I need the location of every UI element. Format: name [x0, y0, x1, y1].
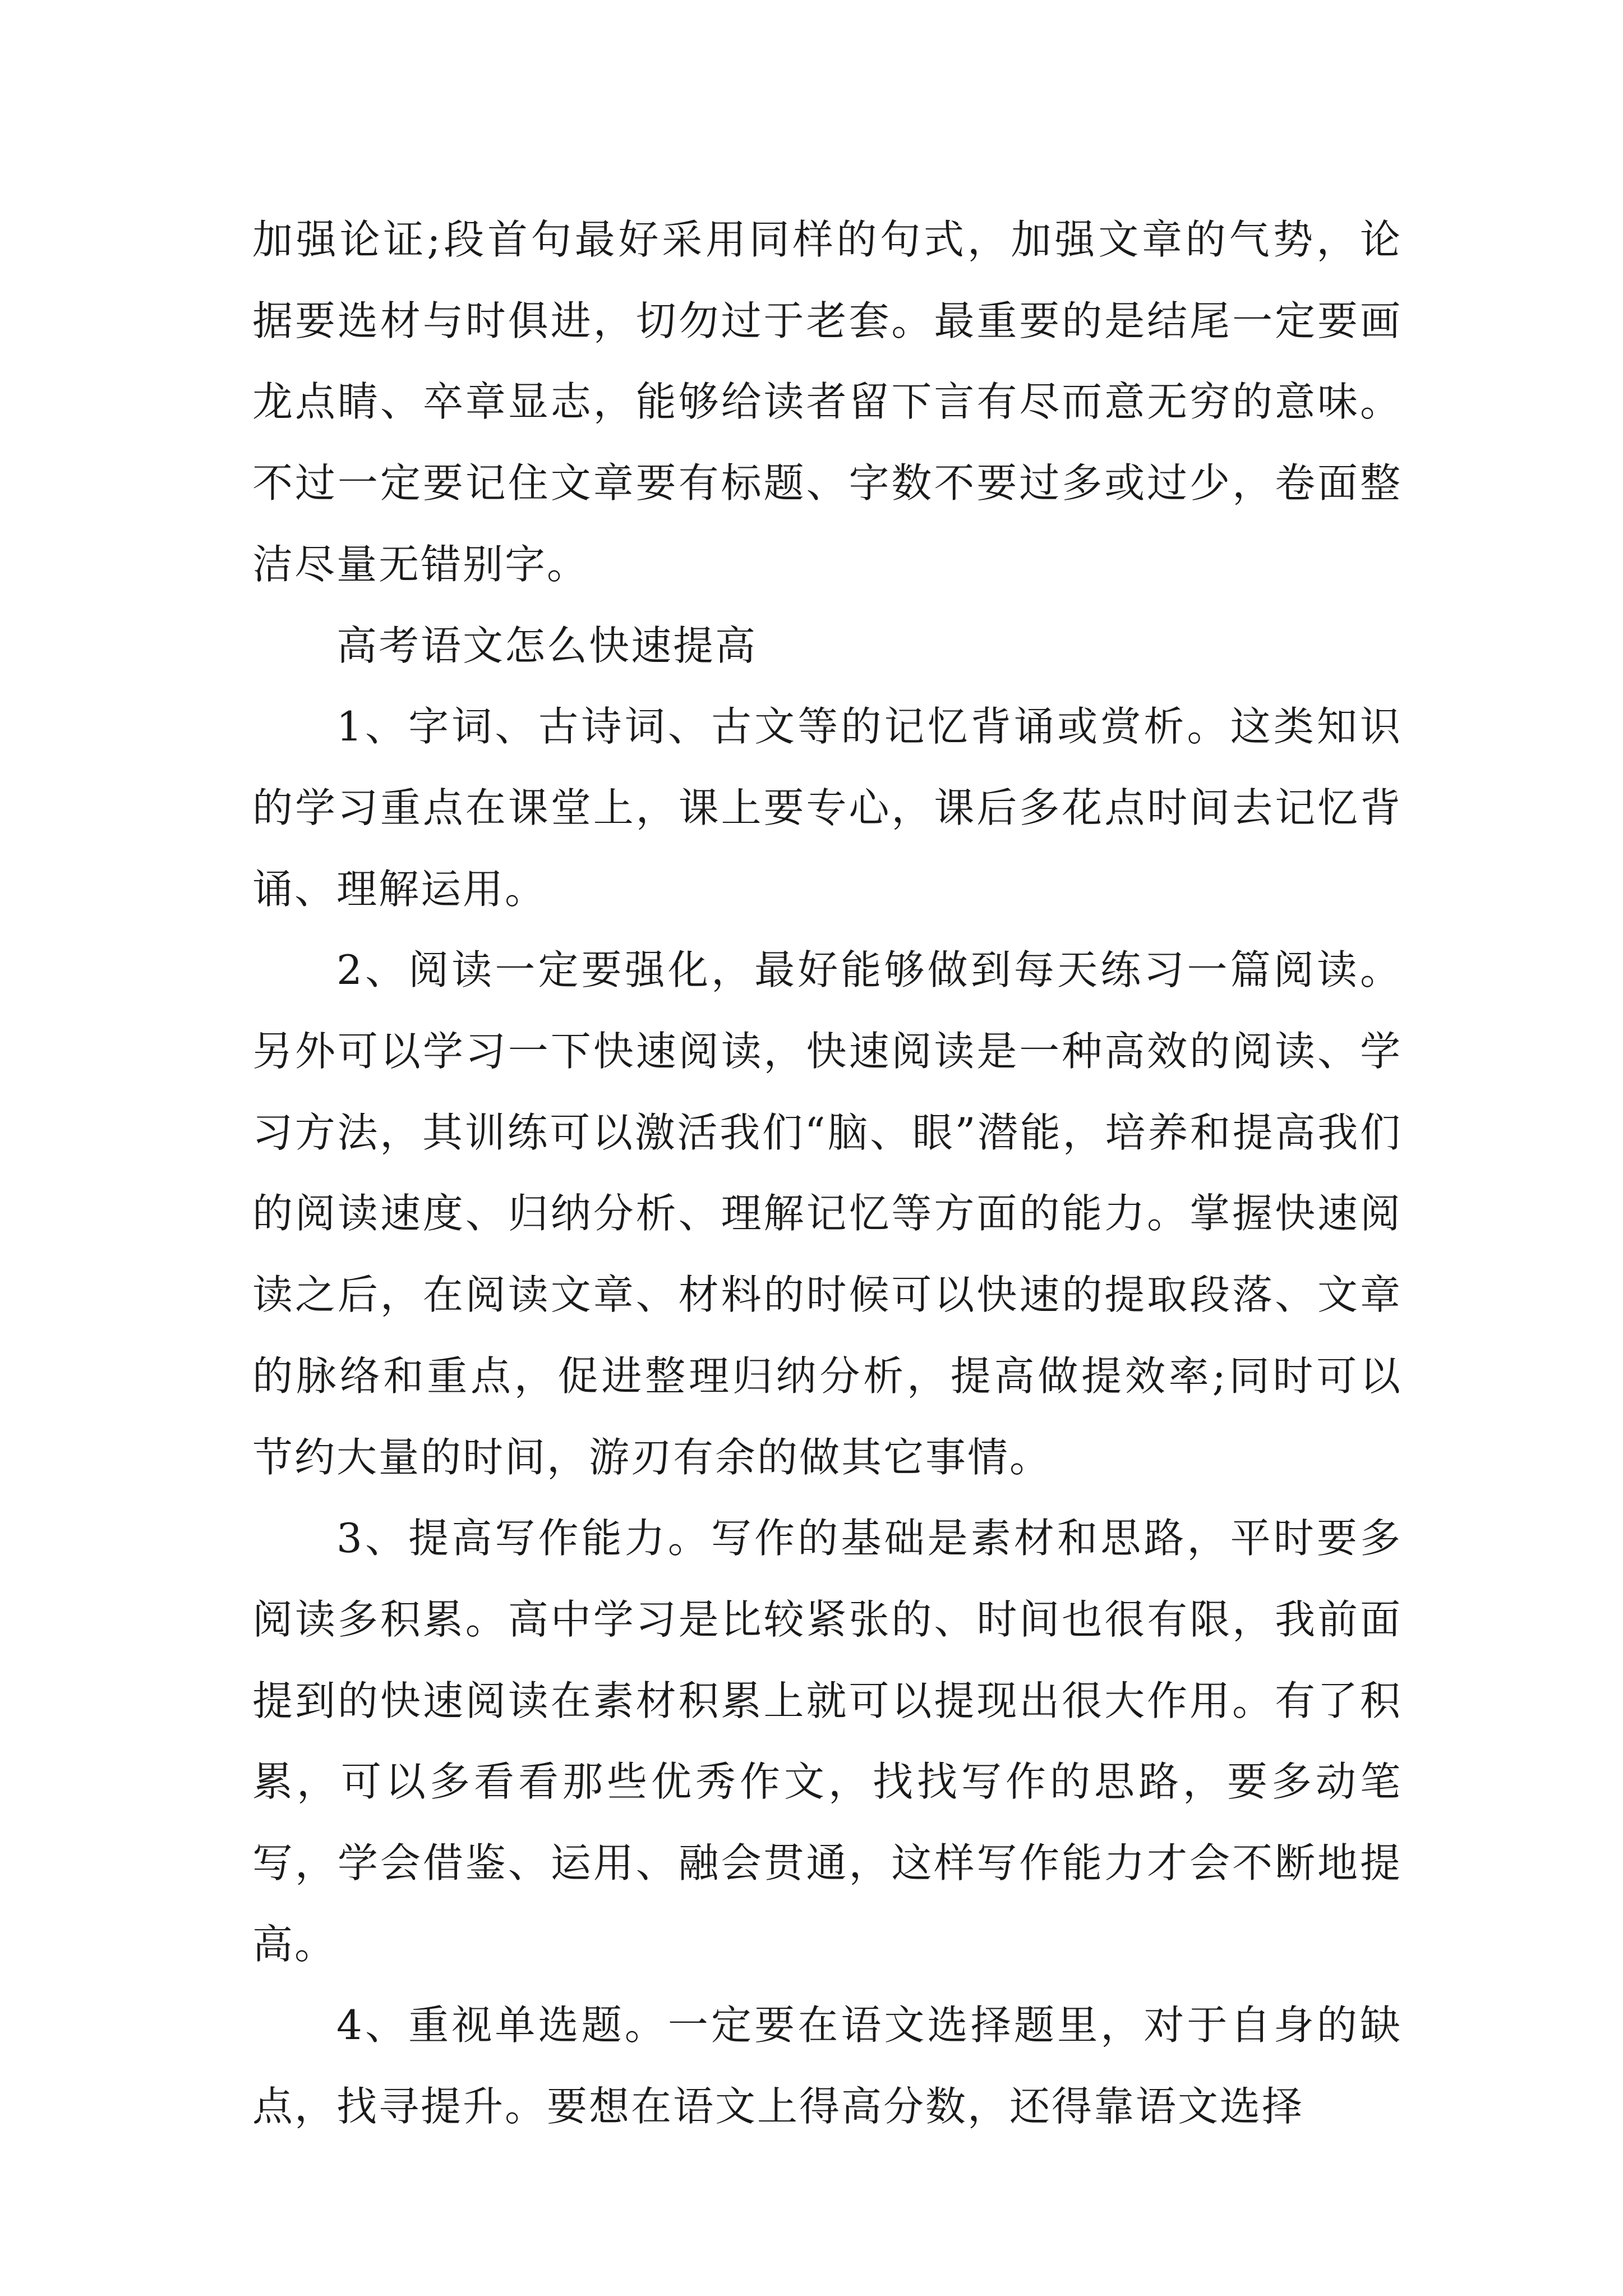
paragraph-item-3: 3、提高写作能力。写作的基础是素材和思路，平时要多阅读多积累。高中学习是比较紧张的、时间也很有限，我前面提到的快速阅读在素材积累上就可以提现出很大作用。有了积累，可以多看看那些优秀作文，找找写作的思路，要多动笔写，学会借鉴、运用、融会贯通，这样写作能力才会不断地提高。 — [252, 1515, 1402, 1968]
paragraph-item-4: 4、重视单选题。一定要在语文选择题里，对于自身的缺点，找寻提升。要想在语文上得高分数，还得靠语文选择 — [252, 2001, 1402, 2131]
paragraph-essay-tips: 加强论证;段首句最好采用同样的句式，加强文章的气势，论据要选材与时俱进，切勿过于老套。最重要的是结尾一定要画龙点睛、卒章显志，能够给读者留下言有尽而意无穷的意味。不过一定要记住文章要有标题、字数不要过多或过少，卷面整洁尽量无错别字。 — [252, 216, 1402, 588]
paragraph-item-2: 2、阅读一定要强化，最好能够做到每天练习一篇阅读。另外可以学习一下快速阅读，快速阅读是一种高效的阅读、学习方法，其训练可以激活我们“脑、眼”潜能，培养和提高我们的阅读速度、归纳分析、理解记忆等方面的能力。掌握快速阅读之后，在阅读文章、材料的时候可以快速的提取段落、文章的脉络和重点，促进整理归纳分析，提高做提效率;同时可以节约大量的时间，游刃有余的做其它事情。 — [252, 946, 1402, 1481]
document-body — [252, 199, 1402, 2147]
paragraph-item-1: 1、字词、古诗词、古文等的记忆背诵或赏析。这类知识的学习重点在课堂上，课上要专心，课后多花点时间去记忆背诵、理解运用。 — [252, 703, 1402, 913]
section-heading: 高考语文怎么快速提高 — [336, 622, 758, 669]
